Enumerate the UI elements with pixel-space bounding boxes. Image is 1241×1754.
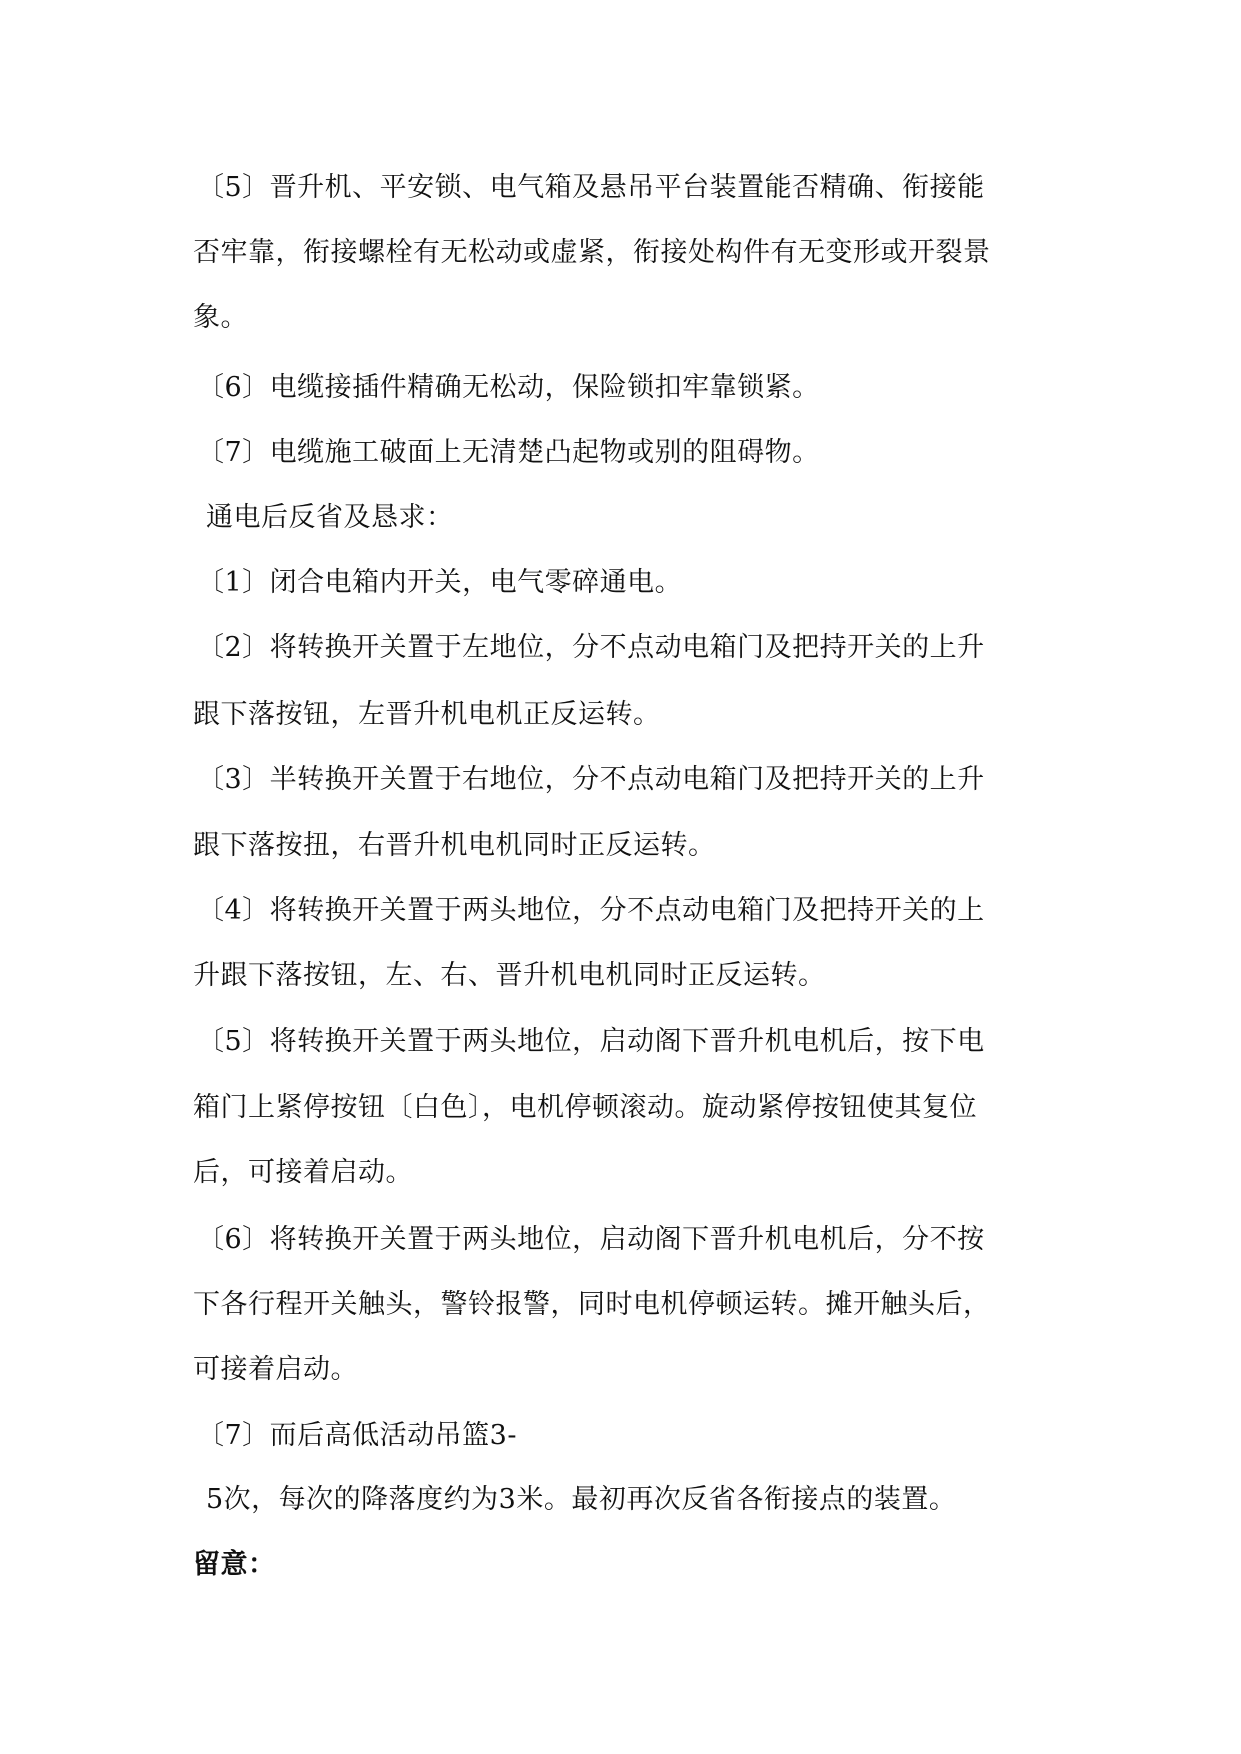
text-line: 5次，每次的降落度约为3米。最初再次反省各衔接点的装置。 bbox=[206, 1484, 957, 1515]
text-line: 后，可接着启动。 bbox=[193, 1157, 413, 1188]
text-line: 跟下落按钮，左晋升机电机正反运转。 bbox=[193, 699, 661, 730]
text-line: 〔5〕晋升机、平安锁、电气箱及悬吊平台装置能否精确、衔接能 bbox=[197, 172, 985, 203]
text-line: 〔4〕将转换开关置于两头地位，分不点动电箱门及把持开关的上 bbox=[197, 895, 985, 926]
text-line: 〔6〕电缆接插件精确无松动，保险锁扣牢靠锁紧。 bbox=[197, 372, 820, 403]
text-line: 〔3〕半转换开关置于右地位，分不点动电箱门及把持开关的上升 bbox=[197, 764, 985, 795]
text-line: 〔1〕闭合电箱内开关，电气零碎通电。 bbox=[197, 567, 683, 598]
text-line: 升跟下落按钮，左、右、晋升机电机同时正反运转。 bbox=[193, 960, 826, 991]
text-line: 〔6〕将转换开关置于两头地位，启动阁下晋升机电机后，分不按 bbox=[197, 1224, 985, 1255]
section-heading: 通电后反省及恳求： bbox=[206, 502, 454, 533]
text-line: 否牢靠，衔接螺栓有无松动或虚紧，衔接处构件有无变形或开裂景 bbox=[193, 237, 991, 268]
note-heading: 留意： bbox=[193, 1549, 276, 1580]
text-line: 下各行程开关触头，警铃报警，同时电机停顿运转。摊开触头后， bbox=[193, 1289, 991, 1320]
text-line: 〔7〕而后高低活动吊篮3- bbox=[197, 1420, 517, 1451]
text-line: 箱门上紧停按钮〔白色〕，电机停顿滚动。旋动紧停按钮使其复位 bbox=[193, 1092, 977, 1123]
text-line: 象。 bbox=[193, 302, 248, 333]
text-line: 〔7〕电缆施工破面上无清楚凸起物或别的阻碍物。 bbox=[197, 437, 820, 468]
text-line: 可接着启动。 bbox=[193, 1354, 358, 1385]
text-line: 跟下落按扭，右晋升机电机同时正反运转。 bbox=[193, 830, 716, 861]
text-line: 〔5〕将转换开关置于两头地位，启动阁下晋升机电机后，按下电 bbox=[197, 1026, 985, 1057]
text-line: 〔2〕将转换开关置于左地位，分不点动电箱门及把持开关的上升 bbox=[197, 632, 985, 663]
